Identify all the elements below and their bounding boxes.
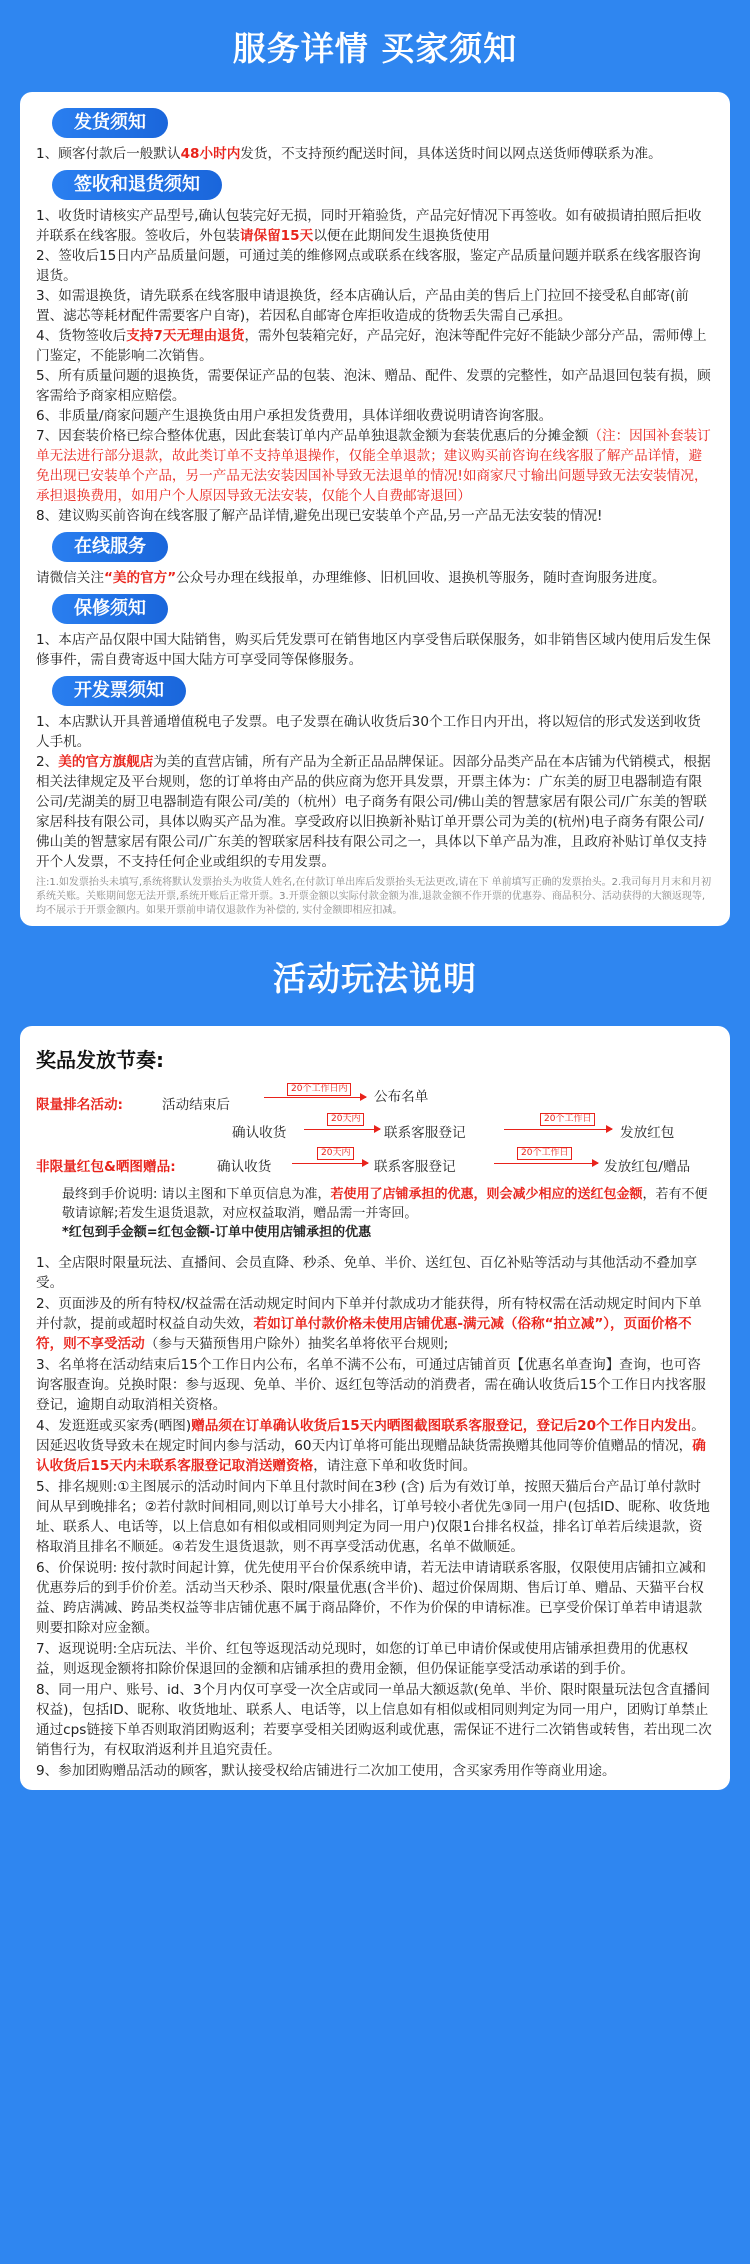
rule-4: 4、发逛逛或买家秀(晒图)赠品须在订单确认收货后15天内晒图截图联系客服登记，登记后20个工作日内发出。因延迟收货导致未在规定时间内参与活动，60天内订单将可能出现赠品缺货需换赠其他同等价值赠品的情况，确认收货后15天内未联系客服登记取消送赠资格，请注意下单和收货时间。 bbox=[36, 1418, 706, 1474]
rule-7: 7、返现说明:全店玩法、半价、红包等返现活动兑现时，如您的订单已申请价保或使用店铺承担费用的优惠权益，则返现金额将扣除价保退回的金额和店铺承担的费用金额，但仍保证能享受活动承诺的到手价。 bbox=[36, 1641, 689, 1677]
red-time-20c: 20个工作日 bbox=[517, 1147, 572, 1160]
rule-5: 5、排名规则:①主图展示的活动时间内下单且付款时间在3秒 (含) 后为有效订单，按照天猫后台产品订单付款时间从早到晚排名；②若付款时间相同,则以订单号大小排名，订单号较小者优先③同一用户(包括ID、昵称、收货地址、联系人、电话等，以上信息如有相似或相同则判定为同一用户)仅限1台排名权益，排名订单若后续退款，资格取消且排名不顺延。④若发生退货退款，则不再享受活动优惠，名单不做顺延。 bbox=[36, 1479, 710, 1555]
flow-arrow bbox=[292, 1163, 368, 1164]
flow-arrow bbox=[304, 1129, 380, 1130]
flow-rank-row2 bbox=[32, 1113, 718, 1147]
activity-card bbox=[20, 1026, 730, 1790]
section-label-sign-return: 签收和退货须知 bbox=[52, 170, 222, 200]
section-label-invoice: 开发票须知 bbox=[52, 676, 186, 706]
red-time-20d: 20天内 bbox=[317, 1147, 354, 1160]
sign-p6: 6、非质量/商家问题产生退换货由用户承担发货费用，具体详细收费说明请咨询客服。 bbox=[36, 408, 553, 424]
invoice-p1: 1、本店默认开具普通增值税电子发票。电子发票在确认收货后30个工作日内开出，将以短信的形式发送到收货人手机。 bbox=[36, 714, 701, 750]
red-label: 非限量红包&晒图赠品: bbox=[36, 1159, 176, 1175]
page-title-service: 服务详情 买家须知 bbox=[232, 28, 518, 68]
online-text: 请微信关注“美的官方”公众号办理在线报单，办理维修、旧机回收、退换机等服务，随时查询服务进度。 bbox=[36, 570, 666, 586]
rank-confirm: 确认收货 bbox=[232, 1125, 287, 1141]
red-cs: 联系客服登记 bbox=[374, 1159, 456, 1175]
rule-6: 6、价保说明: 按付款时间起计算，优先使用平台价保系统申请，若无法申请请联系客服，仅限使用店铺扣立减和优惠券后的到手价价差。活动当天秒杀、限时/限量优惠(含半价)、超过价保周期、售后订单、赠品、天猫平台权益、跨店满减、跨品类权益等非店铺优惠不属于商品降价，不作为价保的申请标准。已享受价保订单若申请退款则要扣除对应金额。 bbox=[36, 1560, 707, 1636]
rule-2: 2、页面涉及的所有特权/权益需在活动规定时间内下单并付款成功才能获得，所有特权需在活动规定时间内下单并付款，提前或超时权益自动失效，若如订单付款价格未使用店铺优惠-满元减（俗称“拍立减”），页面价格不符，则不享受活动（参与天猫预售用户除外）抽奖名单将依平台规则; bbox=[36, 1296, 702, 1352]
section-label-online: 在线服务 bbox=[52, 532, 168, 562]
rank-label: 限量排名活动: bbox=[36, 1097, 123, 1113]
flow-red-row bbox=[32, 1147, 718, 1181]
sign-p3: 3、如需退换货，请先联系在线客服申请退换货，经本店确认后，产品由美的售后上门拉回不接受私自邮寄(前置、滤芯等耗材配件需要客户自寄)，若因私自邮寄仓库拒收造成的货物丢失需自己承担。 bbox=[36, 288, 689, 324]
sign-p8: 8、建议购买前咨询在线客服了解产品详情,避免出现已安装单个产品,另一产品无法安装的情况! bbox=[36, 508, 603, 524]
rank-gift: 发放红包 bbox=[620, 1125, 675, 1141]
rank-start: 活动结束后 bbox=[162, 1097, 230, 1113]
invoice-note: 注:1.如发票抬头未填写,系统将默认发票抬头为收货人姓名,在付款订单出库后发票抬头无法更改,请在下 单前填写正确的发票抬头。2.我司每月月末和月初系统关账。关账期间您无法开票,系统开账后正常开票。3.开票金额以实际付款金额为准,退款金额不作开票的优惠券、商品积分、活动获得的大额返现等,均不展示于开票金额内。如果开票前申请仅退款作为补偿的, 实付金额即相应扣减。 bbox=[36, 877, 712, 916]
red-gift: 发放红包/赠品 bbox=[604, 1159, 691, 1175]
final-price-formula: *红包到手金额=红包金额-订单中使用店铺承担的优惠 bbox=[62, 1225, 372, 1240]
flow-arrow bbox=[504, 1129, 612, 1130]
final-price-note: 最终到手价说明: 请以主图和下单页信息为准，若使用了店铺承担的优惠，则会减少相应的送红包金额，若有不便敬请谅解;若发生退货退款，对应权益取消，赠品需一并寄回。 bbox=[62, 1187, 708, 1221]
rule-9: 9、参加团购赠品活动的顾客，默认接受权给店铺进行二次加工使用，含买家秀用作等商业用途。 bbox=[36, 1763, 616, 1779]
rank-pub: 公布名单 bbox=[374, 1089, 429, 1105]
rank-cs: 联系客服登记 bbox=[384, 1125, 466, 1141]
rules-list bbox=[32, 1253, 718, 1781]
sign-p2: 2、签收后15日内产品质量问题，可通过美的维修网点或联系在线客服，鉴定产品质量问题并联系在线客服咨询退货。 bbox=[36, 248, 701, 284]
warranty-text: 1、本店产品仅限中国大陆销售，购买后凭发票可在销售地区内享受售后联保服务，如非销售区域内使用后发生保修事件，需自费寄返中国大陆方可享受同等保修服务。 bbox=[36, 632, 711, 668]
sign-p5: 5、所有质量问题的退换货，需要保证产品的包装、泡沫、赠品、配件、发票的完整性，如产品退回包装有损，顾客需给予商家相应赔偿。 bbox=[36, 368, 711, 404]
flow-rank-row1 bbox=[32, 1079, 718, 1113]
sign-p7: 7、因套装价格已综合整体优惠，因此套装订单内产品单独退款金额为套装优惠后的分摊金额（注：因国补套装订单无法进行部分退款，故此类订单不支持单退操作，仅能全单退款；建议购买前咨询在线客服了解产品详情，避免出现已安装单个产品，另一产品无法安装因国补导致无法退单的情况!如商家尺寸输出问题导致无法安装情况，承担退换费用，如用户个人原因导致无法安装，仅能个人自费邮寄退回） bbox=[36, 428, 711, 504]
service-card bbox=[20, 92, 730, 926]
sign-p1: 1、收货时请核实产品型号,确认包装完好无损，同时开箱验货，产品完好情况下再签收。如有破损请拍照后拒收并联系在线客服。签收后，外包装请保留15天以便在此期间发生退换货使用 bbox=[36, 208, 702, 244]
red-confirm: 确认收货 bbox=[217, 1159, 272, 1175]
rule-1: 1、全店限时限量玩法、直播间、会员直降、秒杀、免单、半价、送红包、百亿补贴等活动与其他活动不叠加享受。 bbox=[36, 1255, 698, 1291]
rule-8: 8、同一用户、账号、id、3个月内仅可享受一次全店或同一单品大额返款(免单、半价、限时限量玩法包含直播间权益)，包括ID、昵称、收货地址、联系人、电话等，以上信息如有相似或相同则判定为同一用户，团购订单禁止通过cps链接下单否则取消团购返利；若要享受相关团购返利或优惠，需保证不进行二次销售或转售，若出现二次销售行为，有权取消返利并且追究责任。 bbox=[36, 1682, 712, 1758]
rank-time-20a: 20个工作日内 bbox=[287, 1083, 351, 1096]
rule-3: 3、名单将在活动结束后15个工作日内公布，名单不满不公布，可通过店铺首页【优惠名单查询】查询，也可咨询客服查询。兑换时限：参与返现、免单、半价、返红包等活动的消费者，需在确认收货后15个工作日内找客服登记，逾期自动取消相关资格。 bbox=[36, 1357, 706, 1413]
rank-time-20d: 20天内 bbox=[327, 1113, 364, 1126]
activity-heading: 奖品发放节奏: bbox=[36, 1048, 164, 1072]
page-title-activity: 活动玩法说明 bbox=[273, 958, 477, 998]
shipping-text: 1、顾客付款后一般默认48小时内发货，不支持预约配送时间，具体送货时间以网点送货师傅联系为准。 bbox=[36, 146, 662, 162]
section-label-shipping: 发货须知 bbox=[52, 108, 168, 138]
section-label-warranty: 保修须知 bbox=[52, 594, 168, 624]
flow-arrow bbox=[494, 1163, 598, 1164]
invoice-p2: 2、美的官方旗舰店为美的直营店铺，所有产品为全新正品品牌保证。因部分品类产品在本店铺为代销模式，根据相关法律规定及平台规则，您的订单将由产品的供应商为您开具发票，开票主体为：广东美的厨卫电器制造有限公司/芜湖美的厨卫电器制造有限公司/美的（杭州）电子商务有限公司/佛山美的智慧家居有限公司/广东美的智联家居科技有限公司，具体以购买产品为准。享受政府以旧换新补贴订单开票公司为美的(杭州)电子商务有限公司/佛山美的智慧家居有限公司/广东美的智联家居科技有限公司之一，具体以下单产品为准，且政府补贴订单仅支持开个人发票，不支持任何企业或组织的专用发票。 bbox=[36, 754, 711, 870]
sign-p4: 4、货物签收后支持7天无理由退货，需外包装箱完好，产品完好，泡沫等配件完好不能缺少部分产品，需师傅上门鉴定，不能影响二次销售。 bbox=[36, 328, 707, 364]
flow-arrow bbox=[264, 1097, 366, 1098]
rank-time-20b: 20个工作日 bbox=[540, 1113, 595, 1126]
